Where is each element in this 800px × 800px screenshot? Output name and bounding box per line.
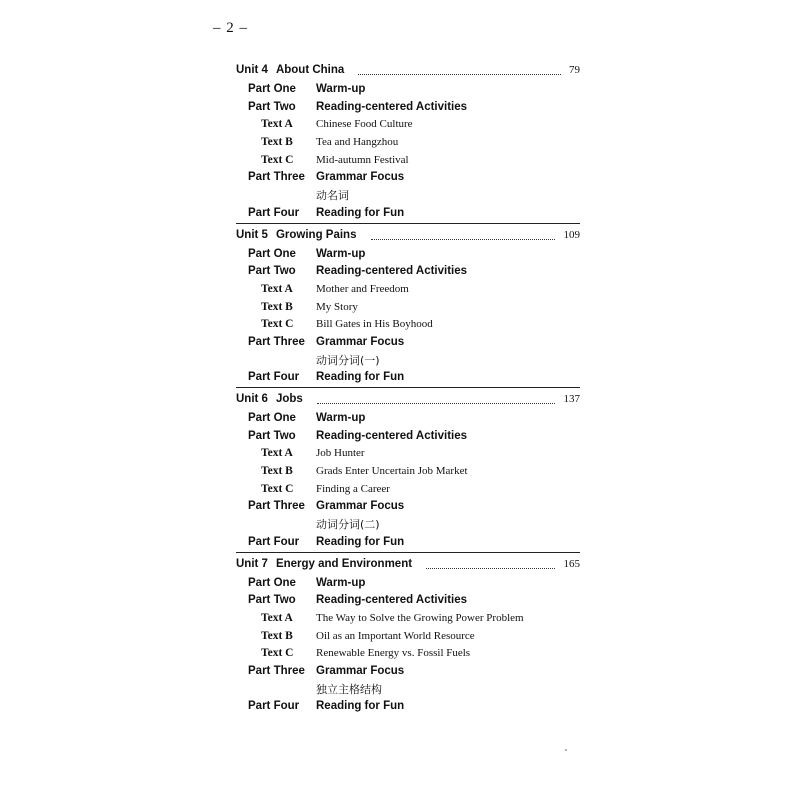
text-label: Text C [261,482,294,495]
toc-part-entry[interactable] [236,428,580,446]
part-label: Part Three [248,500,305,513]
part-label: Part One [248,83,296,95]
dot-leader [358,73,561,75]
toc-part-entry[interactable] [236,663,580,681]
toc-part-entry[interactable] [236,99,580,117]
unit-page-number: 109 [563,228,580,241]
part-title: Reading for Fun [316,371,405,384]
unit-page-number: 165 [563,557,580,570]
toc-unit-heading[interactable] [236,552,580,575]
part-title: Reading-centered Activities [316,265,468,278]
toc-text-entry[interactable] [236,316,580,334]
unit-title: Growing Pains [275,228,357,241]
text-title: Renewable Energy vs. Fossil Fuels [316,647,471,660]
toc-text-entry[interactable] [236,299,580,317]
part-title: Warm-up [316,576,366,589]
toc-text-entry[interactable] [236,445,580,463]
grammar-topic: 动词分词(二) [316,518,380,532]
scan-speck [565,749,567,751]
toc-part-entry[interactable] [236,81,580,99]
part-label: Part Four [248,206,300,219]
toc-part-entry[interactable] [236,575,580,593]
text-label: Text B [261,300,293,313]
grammar-topic: 动名词 [316,189,349,203]
unit-page-number: 79 [569,64,580,76]
part-label: Part Two [248,100,296,113]
toc-part-entry[interactable] [236,592,580,610]
text-title: My Story [316,300,358,313]
text-label: Text B [261,465,293,478]
part-label: Part Three [248,335,305,348]
text-title: Chinese Food Culture [316,118,413,131]
toc-text-entry[interactable] [236,610,580,628]
toc-part-entry[interactable] [236,369,580,387]
toc-grammar-topic[interactable] [236,516,580,534]
toc-part-entry[interactable] [236,534,580,552]
unit-label: Unit 5 [236,228,268,241]
toc-part-entry[interactable] [236,334,580,352]
toc-part-entry[interactable] [236,498,580,516]
toc-text-entry[interactable] [236,281,580,299]
unit-label: Unit 6 [236,393,268,405]
text-title: Oil as an Important World Resource [316,629,475,642]
grammar-topic: 动词分词(一) [316,353,380,367]
text-label: Text A [261,118,293,131]
toc-grammar-topic[interactable] [236,352,580,370]
unit-page-number: 137 [563,393,580,405]
part-label: Part Two [248,429,296,442]
unit-title: About China [275,64,345,76]
text-title: The Way to Solve the Growing Power Problem [316,611,524,624]
toc-grammar-topic[interactable] [236,187,580,205]
text-label: Text C [261,647,294,660]
part-label: Part One [248,412,296,424]
text-label: Text B [261,629,293,642]
text-label: Text B [261,136,293,149]
toc-unit-heading[interactable] [236,387,580,410]
text-label: Text C [261,153,294,166]
part-title: Grammar Focus [316,171,405,184]
part-title: Reading-centered Activities [316,100,468,113]
part-title: Warm-up [316,412,366,424]
part-label: Part Three [248,664,305,677]
toc-text-entry[interactable] [236,152,580,170]
unit-label: Unit 7 [236,557,268,570]
part-label: Part Two [248,594,296,607]
toc-unit-heading[interactable] [236,59,580,81]
part-title: Reading for Fun [316,206,405,219]
unit-title: Energy and Environment [275,557,413,570]
part-title: Grammar Focus [316,335,405,348]
unit-label: Unit 4 [236,64,268,76]
toc-text-entry[interactable] [236,463,580,481]
part-title: Reading-centered Activities [316,429,468,442]
part-label: Part Three [248,171,305,184]
toc-text-entry[interactable] [236,628,580,646]
grammar-topic: 独立主格结构 [316,682,382,696]
text-label: Text A [261,611,293,624]
toc-text-entry[interactable] [236,481,580,499]
unit-title: Jobs [275,393,303,405]
table-of-contents [236,59,580,716]
toc-part-entry[interactable] [236,698,580,716]
text-label: Text A [261,447,293,460]
part-title: Grammar Focus [316,500,405,513]
text-title: Mid-autumn Festival [316,153,409,166]
toc-part-entry[interactable] [236,246,580,264]
part-title: Reading for Fun [316,700,405,713]
part-title: Reading for Fun [316,535,405,548]
part-label: Part One [248,247,296,260]
toc-text-entry[interactable] [236,116,580,134]
toc-text-entry[interactable] [236,645,580,663]
toc-part-entry[interactable] [236,410,580,428]
part-label: Part One [248,576,296,589]
part-title: Warm-up [316,247,366,260]
text-title: Finding a Career [316,482,390,495]
dot-leader [317,402,555,404]
text-label: Text A [261,282,293,295]
part-title: Reading-centered Activities [316,594,468,607]
toc-grammar-topic[interactable] [236,681,580,699]
text-title: Tea and Hangzhou [316,136,399,149]
part-label: Part Four [248,700,300,713]
toc-part-entry[interactable] [236,205,580,223]
toc-part-entry[interactable] [236,169,580,187]
text-title: Mother and Freedom [316,282,409,295]
part-label: Part Four [248,371,300,384]
text-title: Bill Gates in His Boyhood [316,318,433,331]
toc-part-entry[interactable] [236,263,580,281]
dot-leader [426,567,555,569]
text-title: Grads Enter Uncertain Job Market [316,465,468,478]
toc-text-entry[interactable] [236,134,580,152]
toc-unit-heading[interactable] [236,223,580,246]
dot-leader [371,238,555,240]
part-label: Part Four [248,535,300,548]
part-title: Warm-up [316,83,366,95]
part-title: Grammar Focus [316,664,405,677]
part-label: Part Two [248,265,296,278]
text-label: Text C [261,318,294,331]
text-title: Job Hunter [316,447,365,460]
page-number: – 2 – [213,20,248,36]
